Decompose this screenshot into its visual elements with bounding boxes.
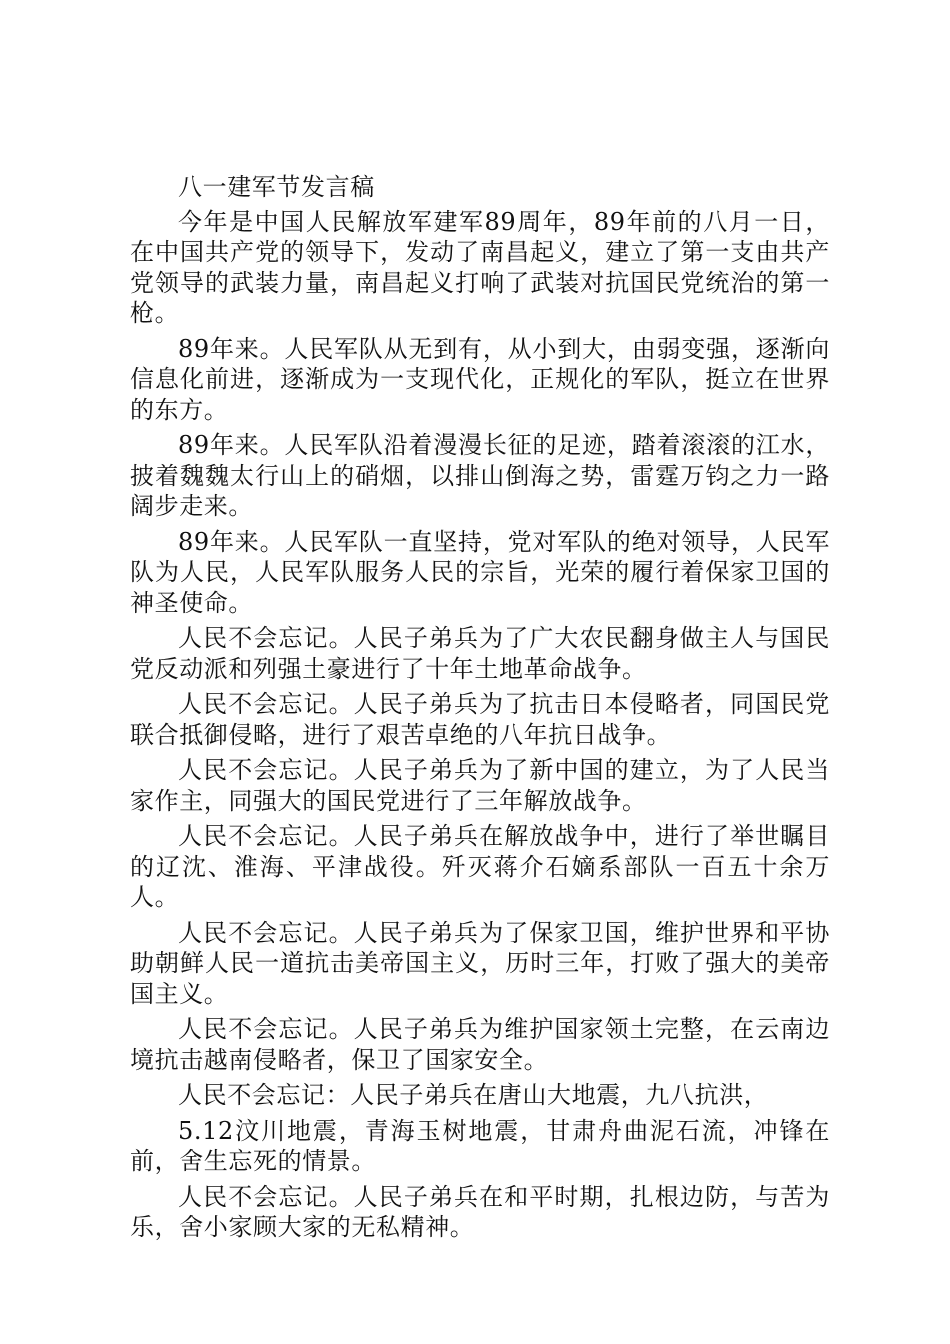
paragraph-5: 人民不会忘记。人民子弟兵为了广大农民翻身做主人与国民党反动派和列强土豪进行了十年土地革命战争。: [130, 624, 830, 683]
paragraph-10: 人民不会忘记。人民子弟兵为维护国家领土完整，在云南边境抗击越南侵略者，保卫了国家安全。: [130, 1015, 830, 1074]
paragraph-12: 5.12汶川地震，青海玉树地震，甘肃舟曲泥石流，冲锋在前，舍生忘死的情景。: [130, 1116, 830, 1175]
paragraph-4: 89年来。人民军队一直坚持，党对军队的绝对领导，人民军队为人民，人民军队服务人民的宗旨，光荣的履行着保家卫国的神圣使命。: [130, 527, 830, 617]
paragraph-7: 人民不会忘记。人民子弟兵为了新中国的建立，为了人民当家作主，同强大的国民党进行了三年解放战争。: [130, 756, 830, 815]
paragraph-1: 今年是中国人民解放军建军89周年，89年前的八月一日，在中国共产党的领导下，发动了南昌起义，建立了第一支由共产党领导的武装力量，南昌起义打响了武装对抗国民党统治的第一枪。: [130, 207, 830, 327]
paragraph-8: 人民不会忘记。人民子弟兵在解放战争中，进行了举世瞩目的辽沈、淮海、平津战役。歼灭蒋介石嫡系部队一百五十余万人。: [130, 822, 830, 911]
paragraph-11: 人民不会忘记：人民子弟兵在唐山大地震，九八抗洪，: [178, 1081, 769, 1109]
paragraph-9: 人民不会忘记。人民子弟兵为了保家卫国，维护世界和平协助朝鲜人民一道抗击美帝国主义，历时三年，打败了强大的美帝国主义。: [130, 918, 830, 1008]
paragraph-3: 89年来。人民军队沿着漫漫长征的足迹，踏着滚滚的江水，披着魏魏太行山上的硝烟，以排山倒海之势，雷霆万钧之力一路阔步走来。: [130, 431, 830, 520]
document-body: [130, 172, 830, 1248]
paragraph-6: 人民不会忘记。人民子弟兵为了抗击日本侵略者，同国民党联合抵御侵略，进行了艰苦卓绝的八年抗日战争。: [130, 690, 830, 749]
paragraph-2: 89年来。人民军队从无到有，从小到大，由弱变强，逐渐向信息化前进，逐渐成为一支现代化，正规化的军队，挺立在世界的东方。: [130, 334, 830, 424]
paragraph-13: 人民不会忘记。人民子弟兵在和平时期，扎根边防，与苦为乐，舍小家顾大家的无私精神。: [130, 1182, 830, 1241]
document-title: 八一建军节发言稿: [178, 173, 375, 201]
